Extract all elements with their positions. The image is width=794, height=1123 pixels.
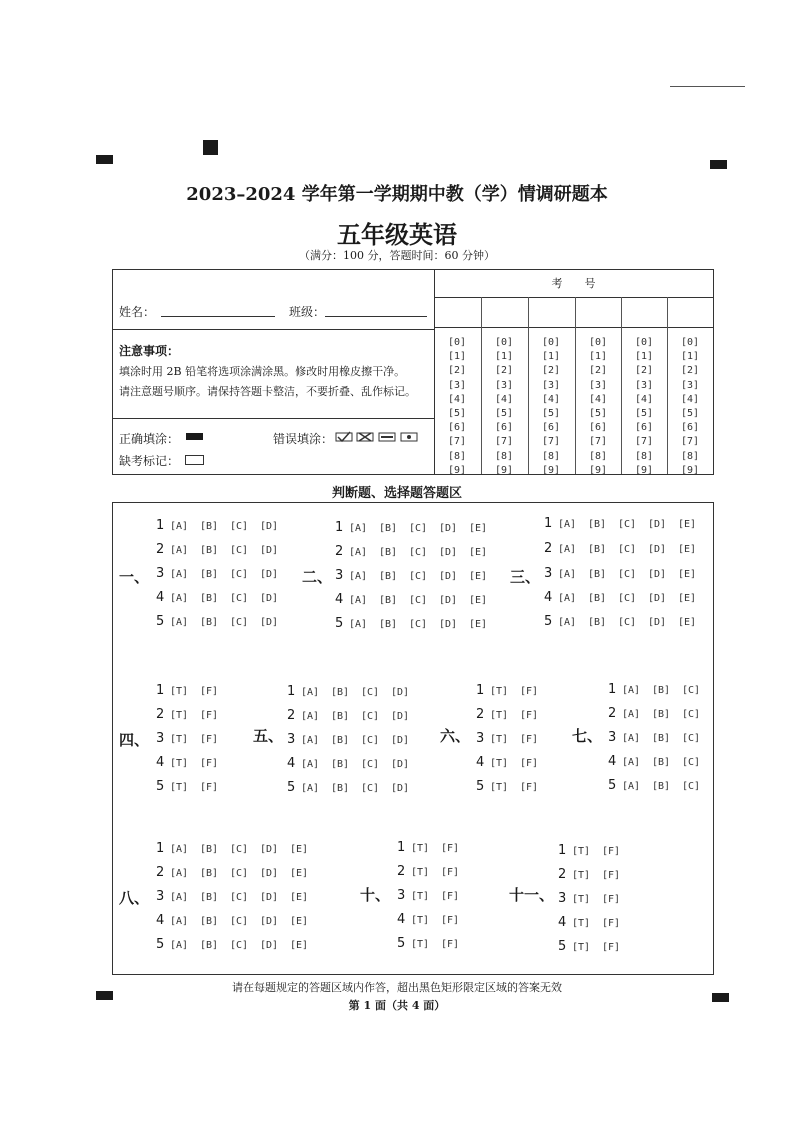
question-row[interactable]: 3 [A] [B] [C] [D] [E] xyxy=(335,568,488,583)
section-label: 十一、 xyxy=(509,886,555,904)
correct-fill-label: 正确填涂： xyxy=(119,432,180,446)
question-row[interactable]: 5 [A] [B] [C] [D] [E] xyxy=(544,614,697,629)
exam-no-column[interactable]: [0] [1] [2] [3] [4] [5] [6] [7] [8] [9] xyxy=(494,337,514,476)
question-row[interactable]: 1 [T] [F] xyxy=(476,683,539,698)
question-row[interactable]: 5 [T] [F] xyxy=(558,939,621,954)
notes-line-2: 请注意题号顺序。请保持答题卡整洁，不要折叠、乱作标记。 xyxy=(119,385,416,398)
page-number: 第 1 面（共 4 面） xyxy=(348,999,446,1012)
question-row[interactable]: 5 [T] [F] xyxy=(476,779,539,794)
question-row[interactable]: 1 [A] [B] [C] [D] xyxy=(287,684,410,699)
question-row[interactable]: 4 [A] [B] [C] [D] xyxy=(287,756,410,771)
question-row[interactable]: 3 [A] [B] [C] [D] xyxy=(156,566,279,581)
question-row[interactable]: 1 [A] [B] [C] [D] [E] xyxy=(156,841,309,856)
exam-title: 2023–2024 学年第一学期期中教（学）情调研题本 xyxy=(186,184,608,205)
subject-title: 五年级英语 xyxy=(337,220,457,249)
question-row[interactable]: 2 [A] [B] [C] [D] [E] xyxy=(544,541,697,556)
question-row[interactable]: 1 [A] [B] [C] [D] [E] xyxy=(335,520,488,535)
registration-mark-top-right xyxy=(710,160,727,169)
correct-fill-sample xyxy=(186,433,203,440)
notes-line-1: 填涂时用 2B 铅笔将选项涂满涂黑。修改时用橡皮擦干净。 xyxy=(119,365,406,378)
question-row[interactable]: 4 [A] [B] [C] [D] [E] xyxy=(544,590,697,605)
name-label: 姓名： xyxy=(119,305,156,319)
question-row[interactable]: 4 [T] [F] xyxy=(397,912,460,927)
question-row[interactable]: 3 [T] [F] xyxy=(397,888,460,903)
question-row[interactable]: 3 [A] [B] [C] [D] xyxy=(287,732,410,747)
question-row[interactable]: 5 [A] [B] [C] [D] [E] xyxy=(335,616,488,631)
exam-no-label: 考 号 xyxy=(551,277,596,290)
question-row[interactable]: 4 [T] [F] xyxy=(156,755,219,770)
question-row[interactable]: 4 [T] [F] xyxy=(476,755,539,770)
question-row[interactable]: 5 [T] [F] xyxy=(156,779,219,794)
question-row[interactable]: 2 [T] [F] xyxy=(397,864,460,879)
registration-mark-top-left xyxy=(96,155,113,164)
question-row[interactable]: 3 [T] [F] xyxy=(156,731,219,746)
question-row[interactable]: 3 [A] [B] [C] xyxy=(608,730,701,745)
question-row[interactable]: 2 [A] [B] [C] [D] [E] xyxy=(156,865,309,880)
question-row[interactable]: 2 [A] [B] [C] [D] [E] xyxy=(335,544,488,559)
question-row[interactable]: 1 [A] [B] [C] [D] [E] xyxy=(544,516,697,531)
question-row[interactable]: 2 [A] [B] [C] [D] xyxy=(156,542,279,557)
question-row[interactable]: 1 [T] [F] xyxy=(397,840,460,855)
question-row[interactable]: 4 [A] [B] [C] [D] xyxy=(156,590,279,605)
section-label: 七、 xyxy=(572,727,603,745)
question-row[interactable]: 3 [A] [B] [C] [D] [E] xyxy=(544,566,697,581)
absent-mark-label: 缺考标记： xyxy=(119,454,180,468)
exam-no-column[interactable]: [0] [1] [2] [3] [4] [5] [6] [7] [8] [9] xyxy=(541,337,561,476)
class-label: 班级： xyxy=(289,305,326,319)
wrong-fill-label: 错误填涂： xyxy=(273,432,334,446)
footer-warning: 请在每题规定的答题区域内作答，超出黑色矩形限定区域的答案无效 xyxy=(232,981,562,994)
question-row[interactable]: 3 [T] [F] xyxy=(476,731,539,746)
question-row[interactable]: 4 [A] [B] [C] xyxy=(608,754,701,769)
section-label: 五、 xyxy=(253,727,284,745)
section-label: 十、 xyxy=(360,886,391,904)
question-row[interactable]: 5 [A] [B] [C] [D] xyxy=(287,780,410,795)
scan-edge-line xyxy=(670,86,745,87)
question-row[interactable]: 5 [T] [F] xyxy=(397,936,460,951)
answer-area-title: 判断题、选择题答题区 xyxy=(331,486,462,501)
question-row[interactable]: 5 [A] [B] [C] xyxy=(608,778,701,793)
name-field[interactable] xyxy=(161,316,275,317)
question-row[interactable]: 2 [T] [F] xyxy=(558,867,621,882)
question-row[interactable]: 4 [A] [B] [C] [D] [E] xyxy=(335,592,488,607)
exam-no-column[interactable]: [0] [1] [2] [3] [4] [5] [6] [7] [8] [9] xyxy=(634,337,654,476)
question-row[interactable]: 2 [T] [F] xyxy=(156,707,219,722)
question-row[interactable]: 2 [T] [F] xyxy=(476,707,539,722)
exam-no-column[interactable]: [0] [1] [2] [3] [4] [5] [6] [7] [8] [9] xyxy=(588,337,608,476)
question-row[interactable]: 4 [A] [B] [C] [D] [E] xyxy=(156,913,309,928)
question-row[interactable]: 1 [T] [F] xyxy=(156,683,219,698)
question-row[interactable]: 3 [T] [F] xyxy=(558,891,621,906)
section-label: 三、 xyxy=(510,568,541,586)
registration-mark-top-center xyxy=(203,140,218,155)
question-row[interactable]: 4 [T] [F] xyxy=(558,915,621,930)
section-label: 二、 xyxy=(302,568,333,586)
section-label: 八、 xyxy=(119,889,150,907)
section-label: 四、 xyxy=(119,731,150,749)
question-row[interactable]: 2 [A] [B] [C] xyxy=(608,706,701,721)
wrong-fill-samples xyxy=(335,431,425,443)
question-row[interactable]: 2 [A] [B] [C] [D] xyxy=(287,708,410,723)
absent-mark-box[interactable] xyxy=(185,455,204,465)
exam-no-column[interactable]: [0] [1] [2] [3] [4] [5] [6] [7] [8] [9] xyxy=(447,337,467,476)
class-field[interactable] xyxy=(325,316,427,317)
question-row[interactable]: 5 [A] [B] [C] [D] [E] xyxy=(156,937,309,952)
question-row[interactable]: 1 [A] [B] [C] xyxy=(608,682,701,697)
section-label: 一、 xyxy=(119,568,150,586)
exam-info: （满分：100 分，答题时间：60 分钟） xyxy=(299,249,495,262)
question-row[interactable]: 1 [T] [F] xyxy=(558,843,621,858)
question-row[interactable]: 1 [A] [B] [C] [D] xyxy=(156,518,279,533)
section-label: 六、 xyxy=(440,727,471,745)
question-row[interactable]: 5 [A] [B] [C] [D] xyxy=(156,614,279,629)
exam-no-column[interactable]: [0] [1] [2] [3] [4] [5] [6] [7] [8] [9] xyxy=(680,337,700,476)
notes-title: 注意事项： xyxy=(119,344,180,358)
question-row[interactable]: 3 [A] [B] [C] [D] [E] xyxy=(156,889,309,904)
